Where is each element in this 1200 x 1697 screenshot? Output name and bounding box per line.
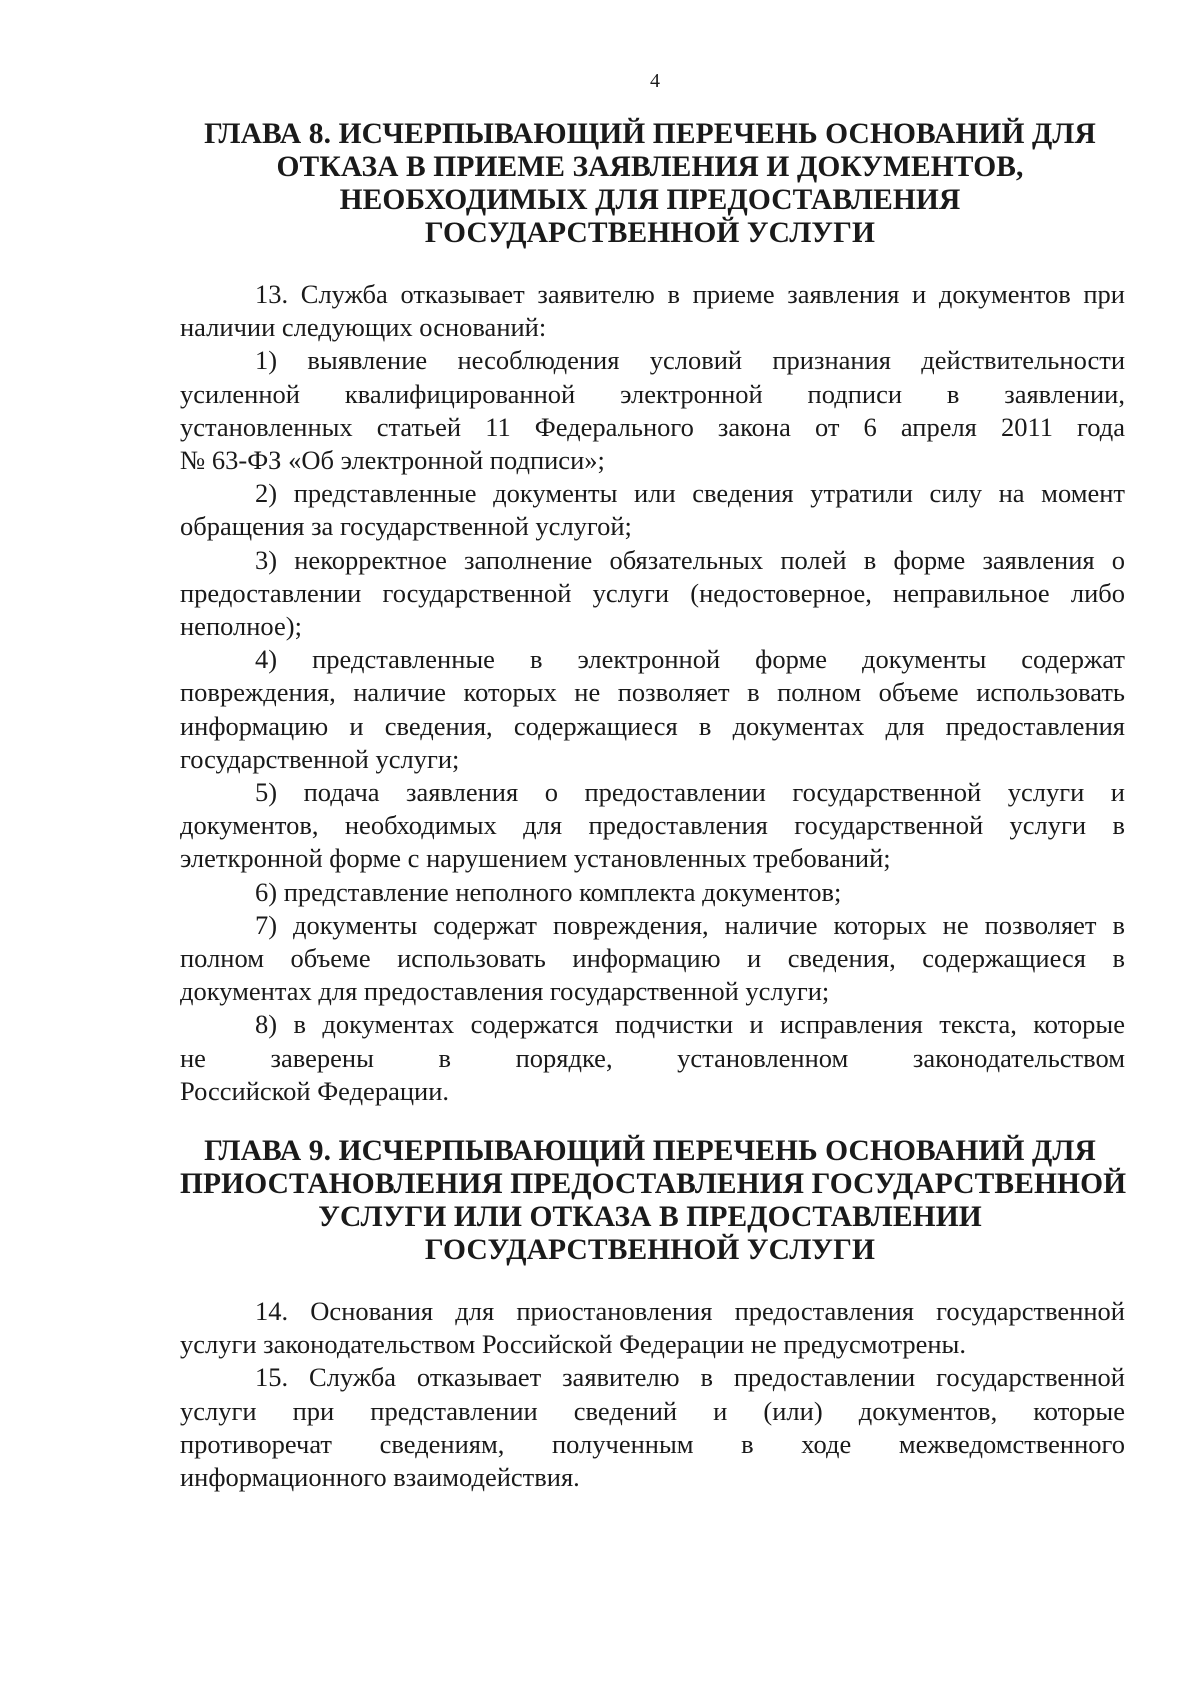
- chapter-8-text-line: информацию и сведения, содержащиеся в документах для предоставления: [180, 710, 1125, 741]
- chapter-9-text-line: 15. Служба отказывает заявителю в предоставлении государственной: [255, 1362, 1125, 1393]
- chapter-8-text-line: неполное);: [180, 611, 302, 642]
- chapter-9-paragraph: [180, 1361, 1125, 1494]
- chapter-8-title-line: ОТКАЗА В ПРИЕМЕ ЗАЯВЛЕНИЯ И ДОКУМЕНТОВ,: [276, 151, 1024, 183]
- chapter-8-paragraph: [180, 344, 1125, 477]
- chapter-8-paragraph: [180, 876, 1125, 909]
- chapter-8-text-line: 2) представленные документы или сведения утратили силу на момент: [255, 478, 1125, 509]
- chapter-9-title-line: ГЛАВА 9. ИСЧЕРПЫВАЮЩИЙ ПЕРЕЧЕНЬ ОСНОВАНИЙ ДЛЯ: [204, 1135, 1096, 1167]
- chapter-9-body: [180, 1295, 1125, 1494]
- chapter-8-text-line: 6) представление неполного комплекта документов;: [255, 876, 842, 907]
- chapter-9-text-line: услуги при представлении сведений и (или) документов, которые: [180, 1395, 1125, 1426]
- chapter-9-text-line: противоречат сведениям, полученным в ходе межведомственного: [180, 1428, 1125, 1459]
- chapter-8-paragraph: [180, 776, 1125, 876]
- chapter-8-text-line: не заверены в порядке, установленном законодательством: [180, 1042, 1125, 1073]
- chapter-8-text-line: полном объеме использовать информацию и сведения, содержащиеся в: [180, 943, 1125, 974]
- page-number: 4: [650, 70, 660, 92]
- chapter-8-paragraph: [180, 544, 1125, 644]
- chapter-8-text-line: усиленной квалифицированной электронной подписи в заявлении,: [180, 378, 1125, 409]
- chapter-8-text-line: государственной услуги;: [180, 743, 460, 774]
- chapter-9-title-line: УСЛУГИ ИЛИ ОТКАЗА В ПРЕДОСТАВЛЕНИИ: [318, 1201, 982, 1233]
- chapter-8-paragraph: [180, 278, 1125, 344]
- chapter-8-body: [180, 278, 1125, 1108]
- chapter-8-text-line: 5) подача заявления о предоставлении государственной услуги и: [255, 777, 1125, 808]
- chapter-9-title-line: ГОСУДАРСТВЕННОЙ УСЛУГИ: [424, 1234, 876, 1266]
- chapter-8-text-line: 1) выявление несоблюдения условий признания действительности: [255, 345, 1125, 376]
- chapter-8-text-line: документов, необходимых для предоставления государственной услуги в: [180, 810, 1125, 841]
- chapter-8-title: [180, 118, 1120, 250]
- chapter-8-paragraph: [180, 643, 1125, 776]
- chapter-8-text-line: наличии следующих оснований:: [180, 312, 547, 343]
- chapter-9-text-line: услуги законодательством Российской Федерации не предусмотрены.: [180, 1329, 966, 1360]
- chapter-8-text-line: 13. Служба отказывает заявителю в приеме заявления и документов при: [255, 279, 1125, 309]
- chapter-8-text-line: 3) некорректное заполнение обязательных полей в форме заявления о: [255, 544, 1125, 575]
- chapter-8-text-line: установленных статьей 11 Федерального закона от 6 апреля 2011 года: [180, 411, 1125, 442]
- chapter-8-text-line: 4) представленные в электронной форме документы содержат: [255, 644, 1125, 675]
- chapter-9-title-line: ПРИОСТАНОВЛЕНИЯ ПРЕДОСТАВЛЕНИЯ ГОСУДАРСТВЕННОЙ: [180, 1168, 1127, 1200]
- chapter-9-title: [180, 1135, 1127, 1267]
- chapter-9-text-line: информационного взаимодействия.: [180, 1462, 580, 1493]
- chapter-8-text-line: повреждения, наличие которых не позволяет в полном объеме использовать: [180, 677, 1125, 708]
- chapter-8-text-line: 7) документы содержат повреждения, наличие которых не позволяет в: [255, 909, 1125, 940]
- chapter-8-title-line: ГЛАВА 8. ИСЧЕРПЫВАЮЩИЙ ПЕРЕЧЕНЬ ОСНОВАНИЙ ДЛЯ: [204, 118, 1096, 150]
- chapter-8-title-line: НЕОБХОДИМЫХ ДЛЯ ПРЕДОСТАВЛЕНИЯ: [339, 184, 961, 216]
- chapter-8-text-line: № 63-ФЗ «Об электронной подписи»;: [180, 445, 605, 476]
- chapter-8-paragraph: [180, 1008, 1125, 1108]
- chapter-8-paragraph: [180, 909, 1125, 1009]
- chapter-8-text-line: элеткронной форме с нарушением установленных требований;: [180, 843, 891, 874]
- chapter-9-text-line: 14. Основания для приостановления предоставления государственной: [255, 1296, 1125, 1326]
- chapter-8-text-line: 8) в документах содержатся подчистки и исправления текста, которые: [255, 1009, 1125, 1040]
- chapter-8-paragraph: [180, 477, 1125, 543]
- chapter-8-title-line: ГОСУДАРСТВЕННОЙ УСЛУГИ: [424, 217, 876, 249]
- chapter-8-text-line: Российской Федерации.: [180, 1075, 449, 1106]
- chapter-8-text-line: обращения за государственной услугой;: [180, 511, 632, 542]
- chapter-8-text-line: документах для предоставления государственной услуги;: [180, 976, 830, 1007]
- chapter-9-paragraph: [180, 1295, 1125, 1361]
- chapter-8-text-line: предоставлении государственной услуги (недостоверное, неправильное либо: [180, 577, 1125, 608]
